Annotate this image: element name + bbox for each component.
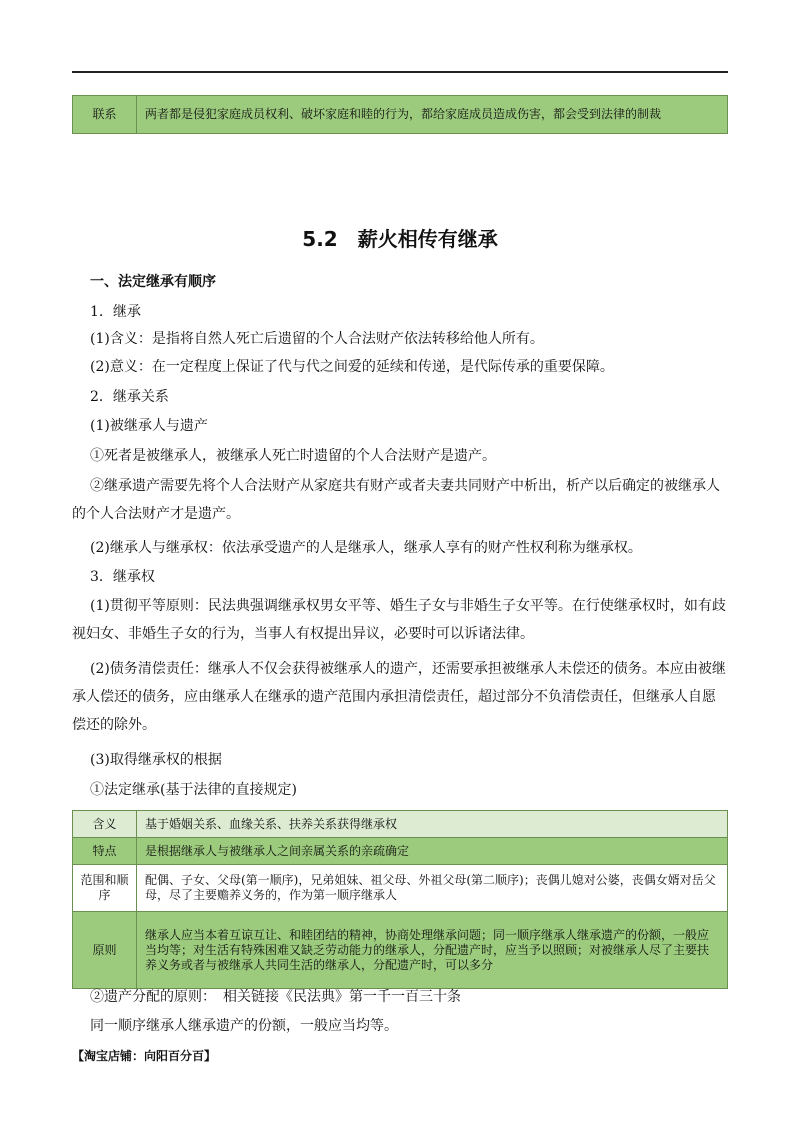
para-5: ①死者是被继承人，被继承人死亡时遗留的个人合法财产是遗产。 [90, 448, 496, 464]
para-1: (1)含义：是指将自然人死亡后遗留的个人合法财产依法转移给他人所有。 [90, 331, 544, 347]
para-6: ②继承遗产需要先将个人合法财产从家庭共有财产或者夫妻共同财产中析出，析产以后确定的被继承人的个人合法财产才是遗产。 [72, 478, 720, 522]
para-7: (2)继承人与继承权：依法承受遗产的人是继承人，继承人享有的财产性权利称为继承权。 [90, 540, 642, 556]
para-4: (1)被继承人与遗产 [90, 418, 208, 434]
para-8: 3．继承权 [90, 569, 155, 585]
row-label: 含义 [73, 811, 137, 838]
heading-1: 一、法定继承有顺序 [90, 274, 216, 290]
row-text: 继承人应当本着互谅互让、和睦团结的精神，协商处理继承问题；同一顺序继承人继承遗产的份额，一般应当均等；对生活有特殊困难又缺乏劳动能力的继承人，分配遗产时，应当予以照顾；对被继承人尽了主要扶养义务或者与被继承人共同生活的继承人，分配遗产时，可以多分 [137, 912, 728, 989]
top-rule [72, 71, 728, 73]
para-14: 同一顺序继承人继承遗产的份额，一般应当均等。 [90, 1018, 398, 1034]
table-row [73, 838, 728, 865]
para-3: 2．继承关系 [90, 389, 169, 405]
row-text: 是根据继承人与被继承人之间亲属关系的亲疏确定 [137, 838, 728, 865]
para-10: (2)债务清偿责任：继承人不仅会获得被继承人的遗产，还需要承担被继承人未偿还的债务。本应由被继承人偿还的债务，应由继承人在继承的遗产范围内承担清偿责任，超过部分不负清偿责任，但继承人自愿偿还的除外。 [72, 661, 726, 733]
para-13: ②遗产分配的原则： 相关链接《民法典》第一千一百三十条 [90, 989, 461, 1005]
row-label: 原则 [73, 912, 137, 989]
lianxi-text: 两者都是侵犯家庭成员权利、破坏家庭和睦的行为，都给家庭成员造成伤害，都会受到法律的制裁 [137, 96, 728, 134]
para-11: (3)取得继承权的根据 [90, 752, 222, 768]
lianxi-table [72, 95, 728, 134]
row-text: 基于婚姻关系、血缘关系、扶养关系获得继承权 [137, 811, 728, 838]
table-row [73, 912, 728, 989]
para-2: (2)意义：在一定程度上保证了代与代之间爱的延续和传递，是代际传承的重要保障。 [90, 359, 614, 375]
row-label: 特点 [73, 838, 137, 865]
para-0: 1．继承 [90, 304, 141, 320]
inherit-table [72, 810, 728, 989]
table-row [73, 96, 728, 134]
row-label: 范围和顺序 [73, 865, 137, 912]
para-12: ①法定继承(基于法律的直接规定) [90, 782, 297, 798]
lianxi-label: 联系 [73, 96, 137, 134]
table-row [73, 811, 728, 838]
footer-shop: 【淘宝店铺：向阳百分百】 [72, 1049, 217, 1063]
row-text: 配偶、子女、父母(第一顺序)，兄弟姐妹、祖父母、外祖父母(第二顺序)；丧偶儿媳对公婆，丧偶女婿对岳父母，尽了主要赡养义务的，作为第一顺序继承人 [137, 865, 728, 912]
section-title: 5.2 薪火相传有继承 [302, 227, 498, 251]
table-row [73, 865, 728, 912]
para-9: (1)贯彻平等原则：民法典强调继承权男女平等、婚生子女与非婚生子女平等。在行使继承权时，如有歧视妇女、非婚生子女的行为，当事人有权提出异议，必要时可以诉诸法律。 [72, 598, 726, 642]
